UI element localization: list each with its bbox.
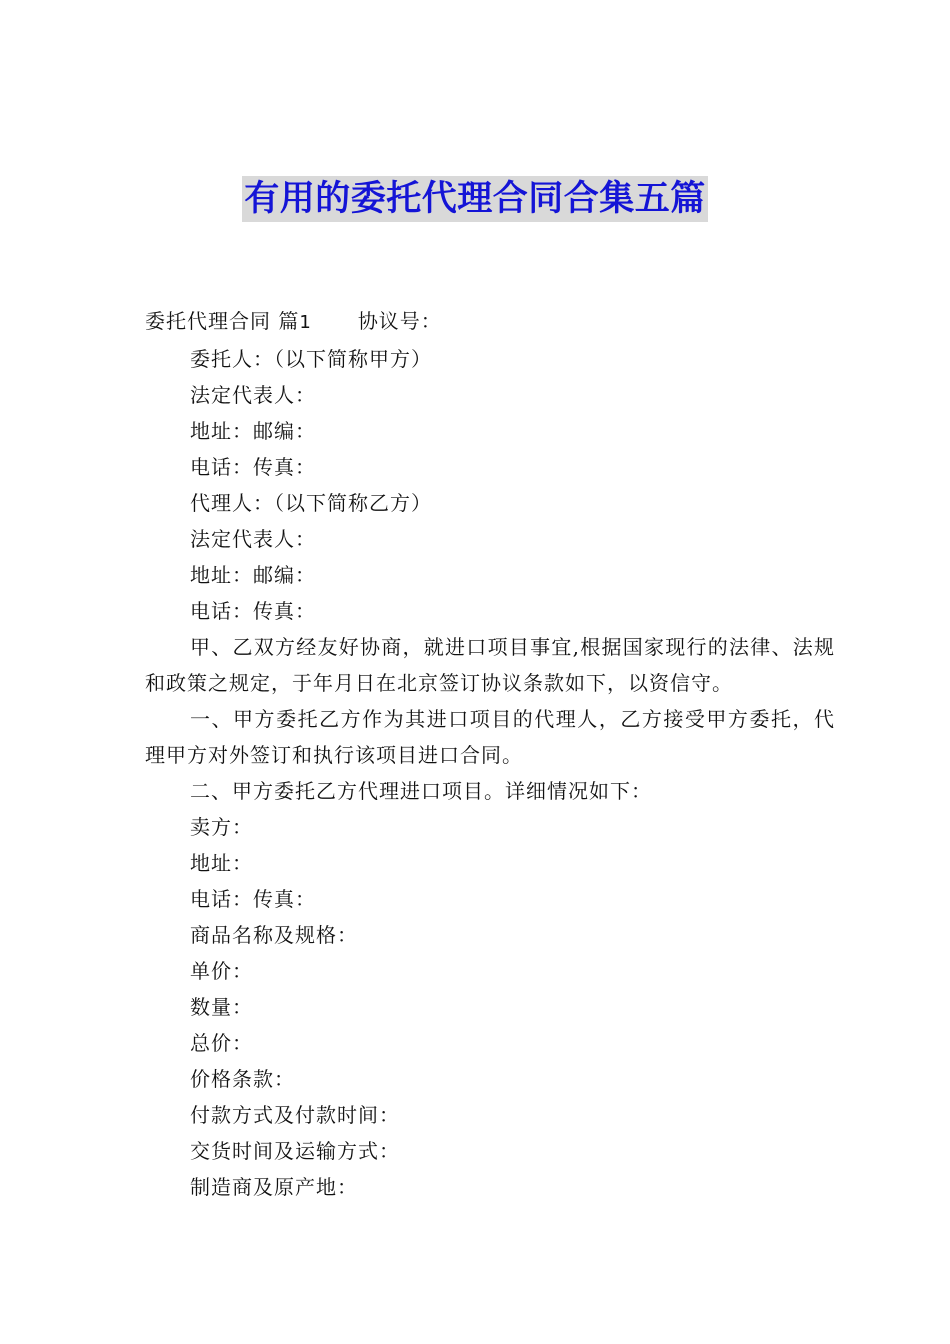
principal-legal-rep-line: 法定代表人： — [190, 383, 316, 407]
seller-phone-line: 电话：传真： — [190, 887, 316, 911]
agreement-number-label: 协议号： — [357, 309, 442, 333]
manufacturer-line: 制造商及原产地： — [190, 1175, 358, 1199]
principal-phone-line: 电话：传真： — [190, 455, 316, 479]
clause-two-line: 二、甲方委托乙方代理进口项目。详细情况如下： — [190, 779, 652, 803]
contract-heading — [145, 303, 835, 341]
negotiation-paragraph: 甲、乙双方经友好协商，就进口项目事宜,根据国家现行的法律、法规和政策之规定，于年月日在北京签订协议条款如下，以资信守。 — [145, 635, 835, 695]
delivery-line: 交货时间及运输方式： — [190, 1139, 400, 1163]
clause-one-paragraph: 一、甲方委托乙方作为其进口项目的代理人，乙方接受甲方委托，代理甲方对外签订和执行该项目进口合同。 — [145, 707, 835, 767]
seller-line: 卖方： — [190, 815, 253, 839]
agent-address-line: 地址：邮编： — [190, 563, 316, 587]
agent-line: 代理人：（以下简称乙方） — [190, 491, 432, 515]
total-price-line: 总价： — [190, 1031, 253, 1055]
seller-address-line: 地址： — [190, 851, 253, 875]
payment-terms-line: 付款方式及付款时间： — [190, 1103, 400, 1127]
price-terms-line: 价格条款： — [190, 1067, 295, 1091]
principal-address-line: 地址：邮编： — [190, 419, 316, 443]
document-title: 有用的委托代理合同合集五篇 — [242, 176, 708, 222]
contract-heading-number: 1 — [299, 312, 312, 333]
agent-legal-rep-line: 法定代表人： — [190, 527, 316, 551]
contract-heading-label: 委托代理合同 篇 — [145, 309, 300, 333]
goods-name-line: 商品名称及规格： — [190, 923, 358, 947]
quantity-line: 数量： — [190, 995, 253, 1019]
document-body — [145, 303, 835, 1205]
title-container — [0, 176, 950, 222]
unit-price-line: 单价： — [190, 959, 253, 983]
agent-phone-line: 电话：传真： — [190, 599, 316, 623]
principal-line: 委托人：（以下简称甲方） — [190, 347, 432, 371]
